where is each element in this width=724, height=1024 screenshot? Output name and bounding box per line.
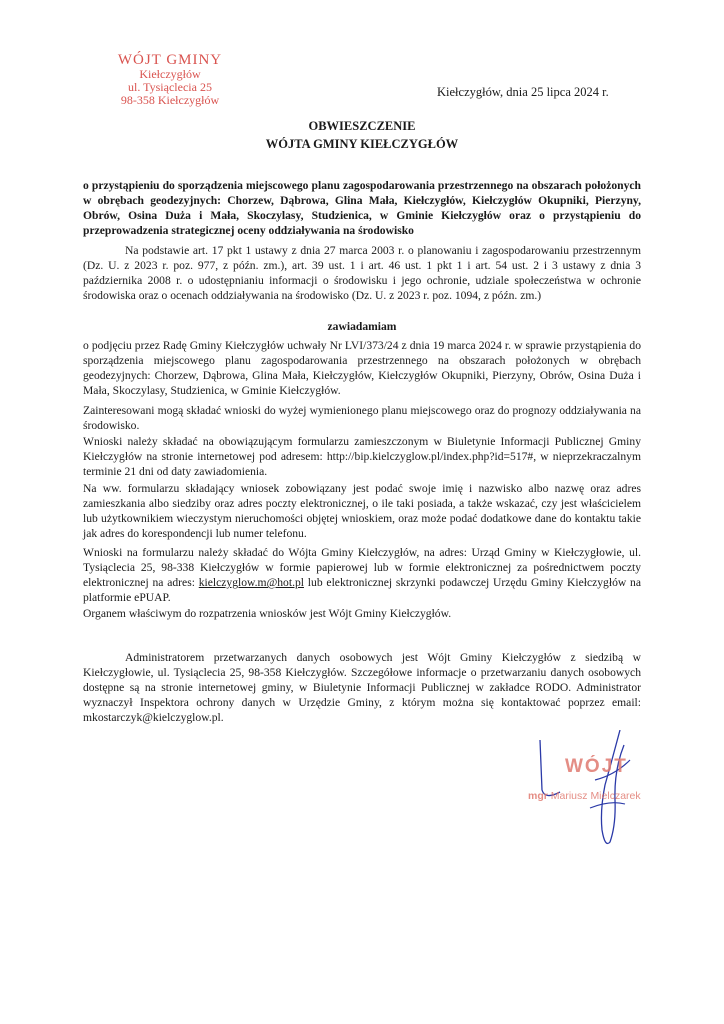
applicant-data-paragraph: Na ww. formularzu składający wniosek zobowiązany jest podać swoje imię i nazwisko albo nazwę oraz adres zamieszkania albo siedziby oraz adres poczty elektronicznej, o ile taki posiada, a także wskazać, czy jest właścicielem lub użytkownikiem wieczystym nieruchomości objętej wnioskiem, oraz może podać dodatkowe dane do kontaktu takie jak adres do korespondencji lub numer telefonu. (83, 482, 641, 540)
submission-text-start: Wnioski na formularzu należy składać do Wójta Gminy Kiełczygłów, na adres: Urząd Gminy w Kiełczygłowie, ul. Tysiąclecia 25, 98-338 Kiełczygłów w formie papierowej lub w formie elektronicznej za pośrednictwem poczty elektronicznej na adres: (83, 546, 641, 589)
submission-text-end: lub elektronicznej skrzynki podawczej Urzędu Gminy Kiełczygłów na platformie ePUAP. (83, 576, 641, 604)
legal-basis-paragraph: Na podstawie art. 17 pkt 1 ustawy z dnia 27 marca 2003 r. o planowaniu i zagospodarowaniu przestrzennym (Dz. U. z 2023 r. poz. 977, z późn. zm.), art. 39 ust. 1 i art. 46 ust. 1 pkt 1 i art. 54 ust. 2 i 3 ustawy z dnia 3 października 2008 r. o udostępnianiu informacji o środowisku i jego ochronie, udziale społeczeństwa w ochronie środowiska oraz o ocenach oddziaływania na środowisko (Dz. U. z 2023 r. poz. 1094, z późn. zm.) (83, 244, 641, 302)
signature-name-text: Mariusz Mielczarek (550, 790, 641, 802)
applications-paragraph: Zainteresowani mogą składać wnioski do wyżej wymienionego planu miejscowego oraz do prognozy oddziaływania na środowisko. (83, 404, 641, 432)
official-stamp (70, 52, 270, 107)
subject-paragraph: o przystąpieniu do sporządzenia miejscowego planu zagospodarowania przestrzennego na obszarach położonych w obrębach geodezyjnych: Chorzew, Dąbrowa, Glina Mała, Kiełczygłów, Kiełczygłów Okupniki, Pierzyny, Obrów, Osina Duża i Mała, Skoczylasy, Studzienica, w Gminie Kiełczygłów oraz o przystąpieniu do przeprowadzenia strategicznej oceny oddziaływania na środowisko (83, 179, 641, 237)
form-paragraph: Wnioski należy składać na obowiązującym formularzu zamieszczonym w Biuletynie Informacji Publicznej Gminy Kiełczygłów na stronie internetowej pod adresem: http://bip.kielczyglow.pl/index.php?id=517#, w nieprzekraczalnym terminie 21 dni od daty zawiadomienia. (83, 435, 641, 478)
authority-paragraph: Organem właściwym do rozpatrzenia wniosków jest Wójt Gminy Kiełczygłów. (83, 607, 452, 620)
stamp-street: ul. Tysiąclecia 25 (128, 80, 212, 94)
stamp-postal: 98-358 Kiełczygłów (120, 93, 220, 107)
stamp-title: WÓJT GMINY (117, 52, 223, 68)
email-link[interactable]: kielczyglow.m@hot.pl (198, 576, 304, 589)
document-date: Kiełczygłów, dnia 25 lipca 2024 r. (437, 85, 609, 99)
signature-stamp-name (528, 790, 641, 802)
signature-stamp-title: WÓJT (565, 756, 628, 777)
resolution-paragraph: o podjęciu przez Radę Gminy Kiełczygłów uchwały Nr LVI/373/24 z dnia 19 marca 2024 r. w sprawie przystąpienia do sporządzenia miejscowego planu zagospodarowania przestrzennego na obszarach położonych w obrębach geodezyjnych: Chorzew, Dąbrowa, Glina Mała, Kiełczygłów, Kiełczygłów Okupniki, Pierzyny, Obrów, Osina Duża i Mała, Skoczylasy, Studzienica, w Gminie Kiełczygłów. (83, 339, 641, 397)
notify-heading: zawiadamiam (327, 320, 397, 333)
document-title: OBWIESZCZENIE (308, 119, 416, 133)
document-issuer: WÓJTA GMINY KIEŁCZYGŁÓW (265, 137, 459, 151)
submission-paragraph (83, 545, 641, 605)
gdpr-paragraph: Administratorem przetwarzanych danych osobowych jest Wójt Gminy Kiełczygłów z siedzibą w Kiełczygłowie, ul. Tysiąclecia 25, 98-358 Kiełczygłów. Szczegółowe informacje o przetwarzaniu danych osobowych dostępne są na stronie internetowej gminy, w Biuletynie Informacji Publicznej w zakładce RODO. Administrator wyznaczył Inspektora ochrony danych w Urzędzie Gminy, z którym można się kontaktować poprzez email: mkostarczyk@kielczyglow.pl. (83, 651, 641, 724)
stamp-municipality: Kiełczygłów (139, 67, 201, 81)
signature-name-prefix: mgr (528, 790, 548, 802)
